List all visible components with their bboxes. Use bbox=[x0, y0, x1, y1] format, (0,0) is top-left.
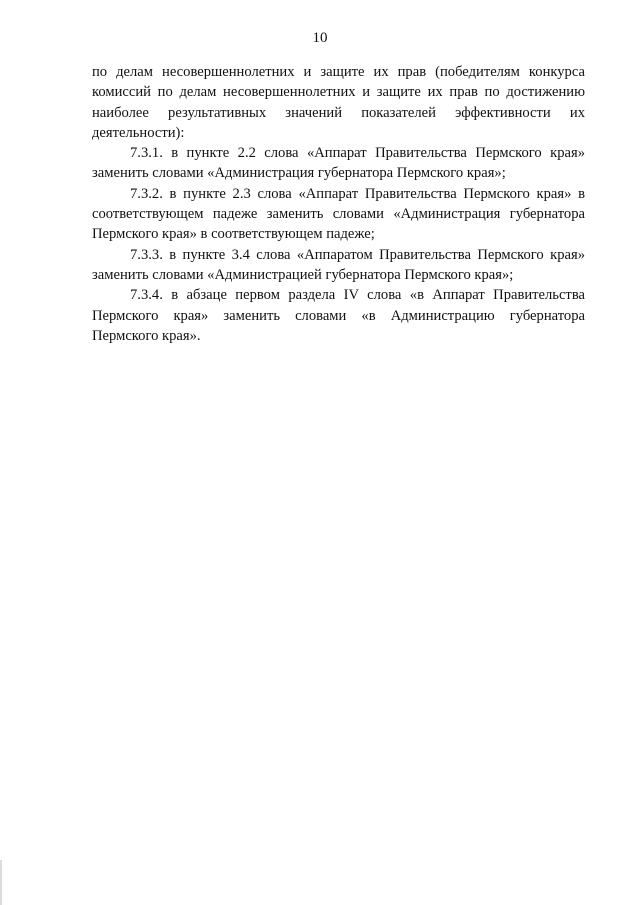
document-body bbox=[92, 62, 585, 346]
paragraph-intro-continuation: по делам несовершеннолетних и защите их прав (победителям конкурса комиссий по делам несовершеннолетних и защите их прав по достижению наиболее результативных значений показателей эффективности их деятельности): bbox=[92, 64, 585, 141]
paragraph-7-3-4: 7.3.4. в абзаце первом раздела IV слова «в Аппарат Правительства Пермского края» заменить словами «в Администрацию губернатора Пермского края». bbox=[92, 287, 585, 344]
paragraph-7-3-2: 7.3.2. в пункте 2.3 слова «Аппарат Правительства Пермского края» в соответствующем падеже заменить словами «Администрация губернатора Пермского края» в соответствующем падеже; bbox=[92, 185, 585, 243]
paragraph-7-3-3: 7.3.3. в пункте 3.4 слова «Аппаратом Правительства Пермского края» заменить словами «Администрацией губернатора Пермского края»; bbox=[92, 246, 585, 283]
paragraph-7-3-1: 7.3.1. в пункте 2.2 слова «Аппарат Правительства Пермского края» заменить словами «Администрация губернатора Пермского края»; bbox=[92, 145, 585, 182]
scan-edge-shadow bbox=[0, 860, 2, 905]
page-number: 10 bbox=[312, 30, 328, 46]
